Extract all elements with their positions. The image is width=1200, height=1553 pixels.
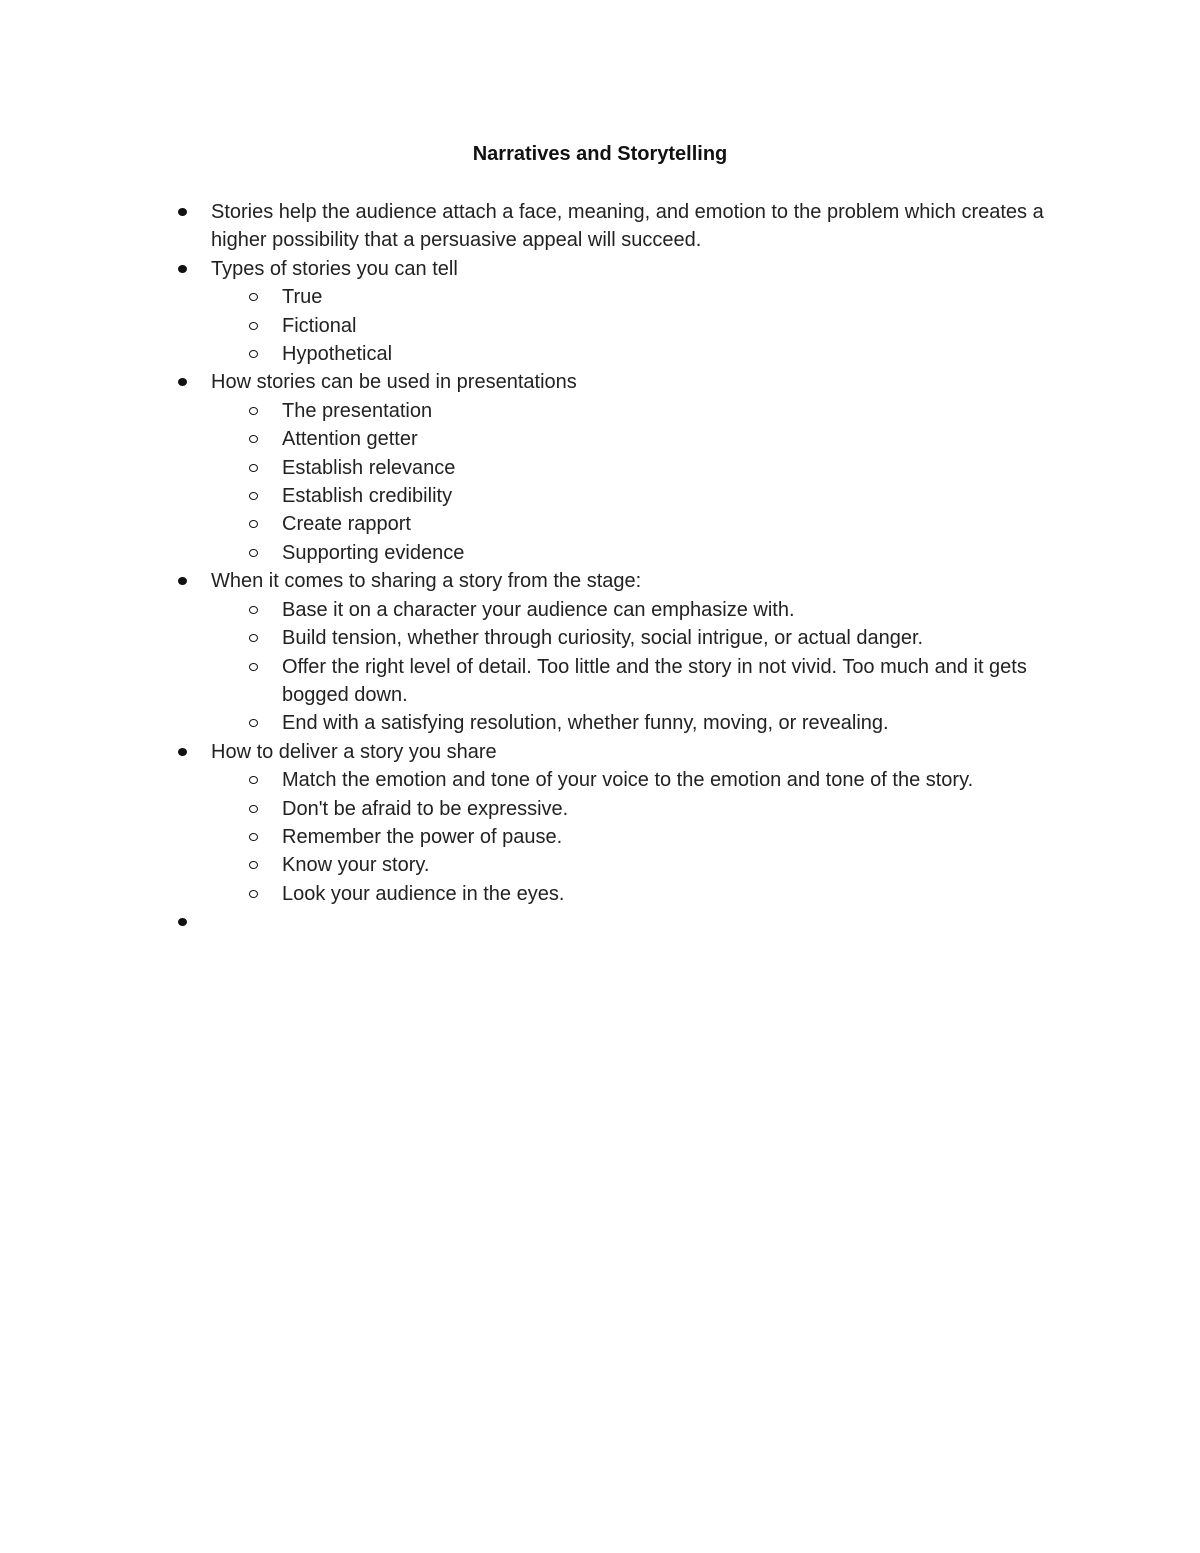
- sub-list-item: [0, 340, 1052, 368]
- hollow-bullet-icon: [249, 634, 258, 642]
- sub-list-item-text: The presentation: [282, 399, 433, 422]
- filled-bullet-icon: [178, 748, 187, 756]
- list-item-text: How stories can be used in presentations: [211, 371, 577, 394]
- sub-list-item-text: End with a satisfying resolution, whether funny, moving, or revealing.: [282, 712, 889, 735]
- hollow-bullet-icon: [249, 464, 258, 472]
- sub-list-item-text: True: [282, 286, 323, 309]
- sub-list-item-text: Supporting evidence: [282, 541, 465, 564]
- sub-list-item: [0, 283, 1052, 311]
- list-item-text: When it comes to sharing a story from the stage:: [211, 570, 642, 593]
- sub-list-item: [0, 596, 1052, 624]
- sub-list-item-text: Build tension, whether through curiosity, social intrigue, or actual danger.: [282, 627, 924, 650]
- sub-list-item: [0, 880, 1052, 908]
- hollow-bullet-icon: [249, 520, 258, 528]
- filled-bullet-icon: [178, 208, 187, 216]
- hollow-bullet-icon: [249, 435, 258, 443]
- list-item: [0, 738, 1051, 908]
- sub-list: [0, 283, 1051, 368]
- filled-bullet-icon: [178, 577, 187, 585]
- list-item-empty: [0, 908, 1051, 936]
- list-item-text: Types of stories you can tell: [211, 257, 458, 280]
- sub-list-item: [0, 397, 1052, 425]
- sub-list-item-text: Don't be afraid to be expressive.: [282, 797, 569, 820]
- sub-list-item-text: Look your audience in the eyes.: [282, 882, 565, 905]
- filled-bullet-icon: [178, 918, 187, 926]
- list-item-text: [211, 908, 1051, 936]
- sub-list-item-text: Establish relevance: [282, 456, 456, 479]
- sub-list-item: [0, 823, 1052, 851]
- hollow-bullet-icon: [249, 606, 258, 614]
- page-title: Narratives and Storytelling: [472, 143, 728, 165]
- list-item: [0, 255, 1051, 369]
- sub-list-item-text: Fictional: [282, 314, 357, 337]
- sub-list-item: [0, 312, 1052, 340]
- sub-list-item: [0, 482, 1052, 510]
- sub-list-item: [0, 539, 1052, 567]
- sub-list: [0, 596, 1051, 738]
- list-item-text: How to deliver a story you share: [211, 740, 497, 763]
- hollow-bullet-icon: [249, 663, 258, 671]
- hollow-bullet-icon: [249, 322, 258, 330]
- hollow-bullet-icon: [249, 293, 258, 301]
- hollow-bullet-icon: [249, 719, 258, 727]
- sub-list-item: [0, 653, 1052, 710]
- sub-list-item: [0, 709, 1052, 737]
- hollow-bullet-icon: [249, 833, 258, 841]
- sub-list-item-text: Know your story.: [282, 854, 430, 877]
- bullet-outline: [0, 198, 1200, 937]
- list-item: [0, 567, 1051, 737]
- list-item: [0, 198, 1051, 255]
- hollow-bullet-icon: [249, 776, 258, 784]
- hollow-bullet-icon: [249, 549, 258, 557]
- sub-list-item: [0, 851, 1052, 879]
- sub-list-item-text: Create rapport: [282, 513, 411, 536]
- hollow-bullet-icon: [249, 492, 258, 500]
- sub-list-item: [0, 510, 1052, 538]
- sub-list-item-text: Base it on a character your audience can emphasize with.: [282, 598, 795, 621]
- hollow-bullet-icon: [249, 890, 258, 898]
- sub-list-item: [0, 795, 1052, 823]
- list-item: [0, 368, 1051, 567]
- sub-list: [0, 766, 1051, 908]
- sub-list-item-text: Attention getter: [282, 428, 418, 451]
- filled-bullet-icon: [178, 378, 187, 386]
- hollow-bullet-icon: [249, 350, 258, 358]
- hollow-bullet-icon: [249, 861, 258, 869]
- sub-list-item: [0, 425, 1052, 453]
- sub-list-item-text: Match the emotion and tone of your voice to the emotion and tone of the story.: [282, 769, 974, 792]
- sub-list-item-text: Establish credibility: [282, 485, 453, 508]
- sub-list-item-text: Hypothetical: [282, 343, 393, 366]
- sub-list-item: [0, 766, 1052, 794]
- sub-list-item: [0, 624, 1052, 652]
- filled-bullet-icon: [178, 265, 187, 273]
- hollow-bullet-icon: [249, 407, 258, 415]
- sub-list-item-text: Offer the right level of detail. Too little and the story in not vivid. Too much and it gets bogged down.: [282, 655, 1027, 706]
- hollow-bullet-icon: [249, 805, 258, 813]
- sub-list-item-text: Remember the power of pause.: [282, 825, 563, 848]
- sub-list: [0, 397, 1051, 567]
- list-item-text: Stories help the audience attach a face, meaning, and emotion to the problem which creates a higher possibility that a persuasive appeal will succeed.: [211, 201, 1044, 252]
- sub-list-item: [0, 454, 1052, 482]
